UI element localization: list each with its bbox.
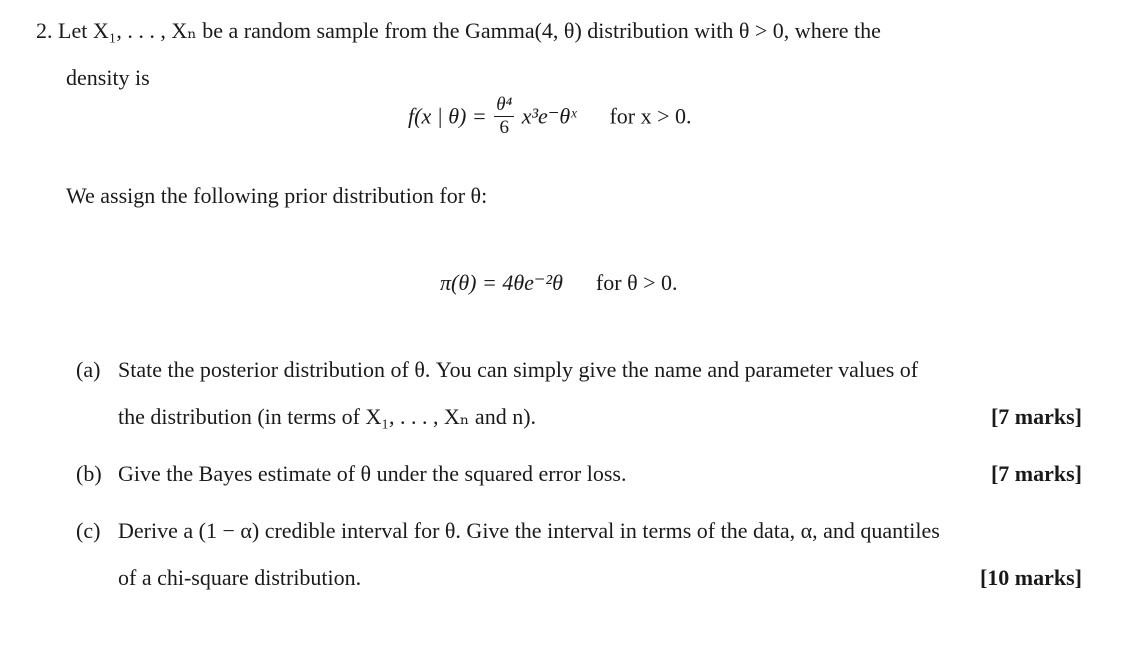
density-rhs: x³e⁻θˣ	[521, 103, 577, 129]
part-b-label: (b)	[76, 461, 102, 486]
part-c-label: (c)	[76, 518, 101, 543]
question-intro-text: Let X₁, . . . , Xₙ be a random sample from the Gamma(4, θ) distribution with θ > 0, where the	[58, 18, 881, 43]
part-b-line1: Give the Bayes estimate of θ under the squared error loss.	[118, 461, 627, 486]
density-condition: for x > 0.	[609, 103, 692, 129]
part-c-marks: [10 marks]	[979, 565, 1082, 590]
question-intro-line	[36, 18, 881, 44]
question-number: 2.	[36, 18, 53, 43]
prior-condition: for θ > 0.	[595, 270, 678, 295]
density-fraction	[494, 94, 514, 139]
fraction-numerator: θ⁴	[496, 94, 513, 115]
density-formula	[408, 96, 692, 141]
part-a-line1: State the posterior distribution of θ. You can simply give the name and parameter values of	[118, 357, 919, 382]
question-intro-continued: density is	[66, 65, 150, 90]
prior-formula	[440, 270, 678, 296]
part-c-line2: of a chi-square distribution.	[118, 565, 362, 590]
part-c-line1: Derive a (1 − α) credible interval for θ. Give the interval in terms of the data, α, and quantiles	[118, 518, 940, 543]
part-a-label: (a)	[76, 357, 101, 382]
part-a-marks: [7 marks]	[990, 404, 1082, 429]
part-b-marks: [7 marks]	[990, 461, 1082, 486]
fraction-denominator: 6	[494, 116, 514, 139]
density-lhs: f(x | θ) =	[408, 103, 487, 129]
part-a-line2: the distribution (in terms of X₁, . . . , Xₙ and n).	[118, 404, 537, 429]
prior-text: We assign the following prior distribution for θ:	[66, 183, 488, 208]
prior-expression: π(θ) = 4θe⁻²θ	[440, 270, 563, 295]
